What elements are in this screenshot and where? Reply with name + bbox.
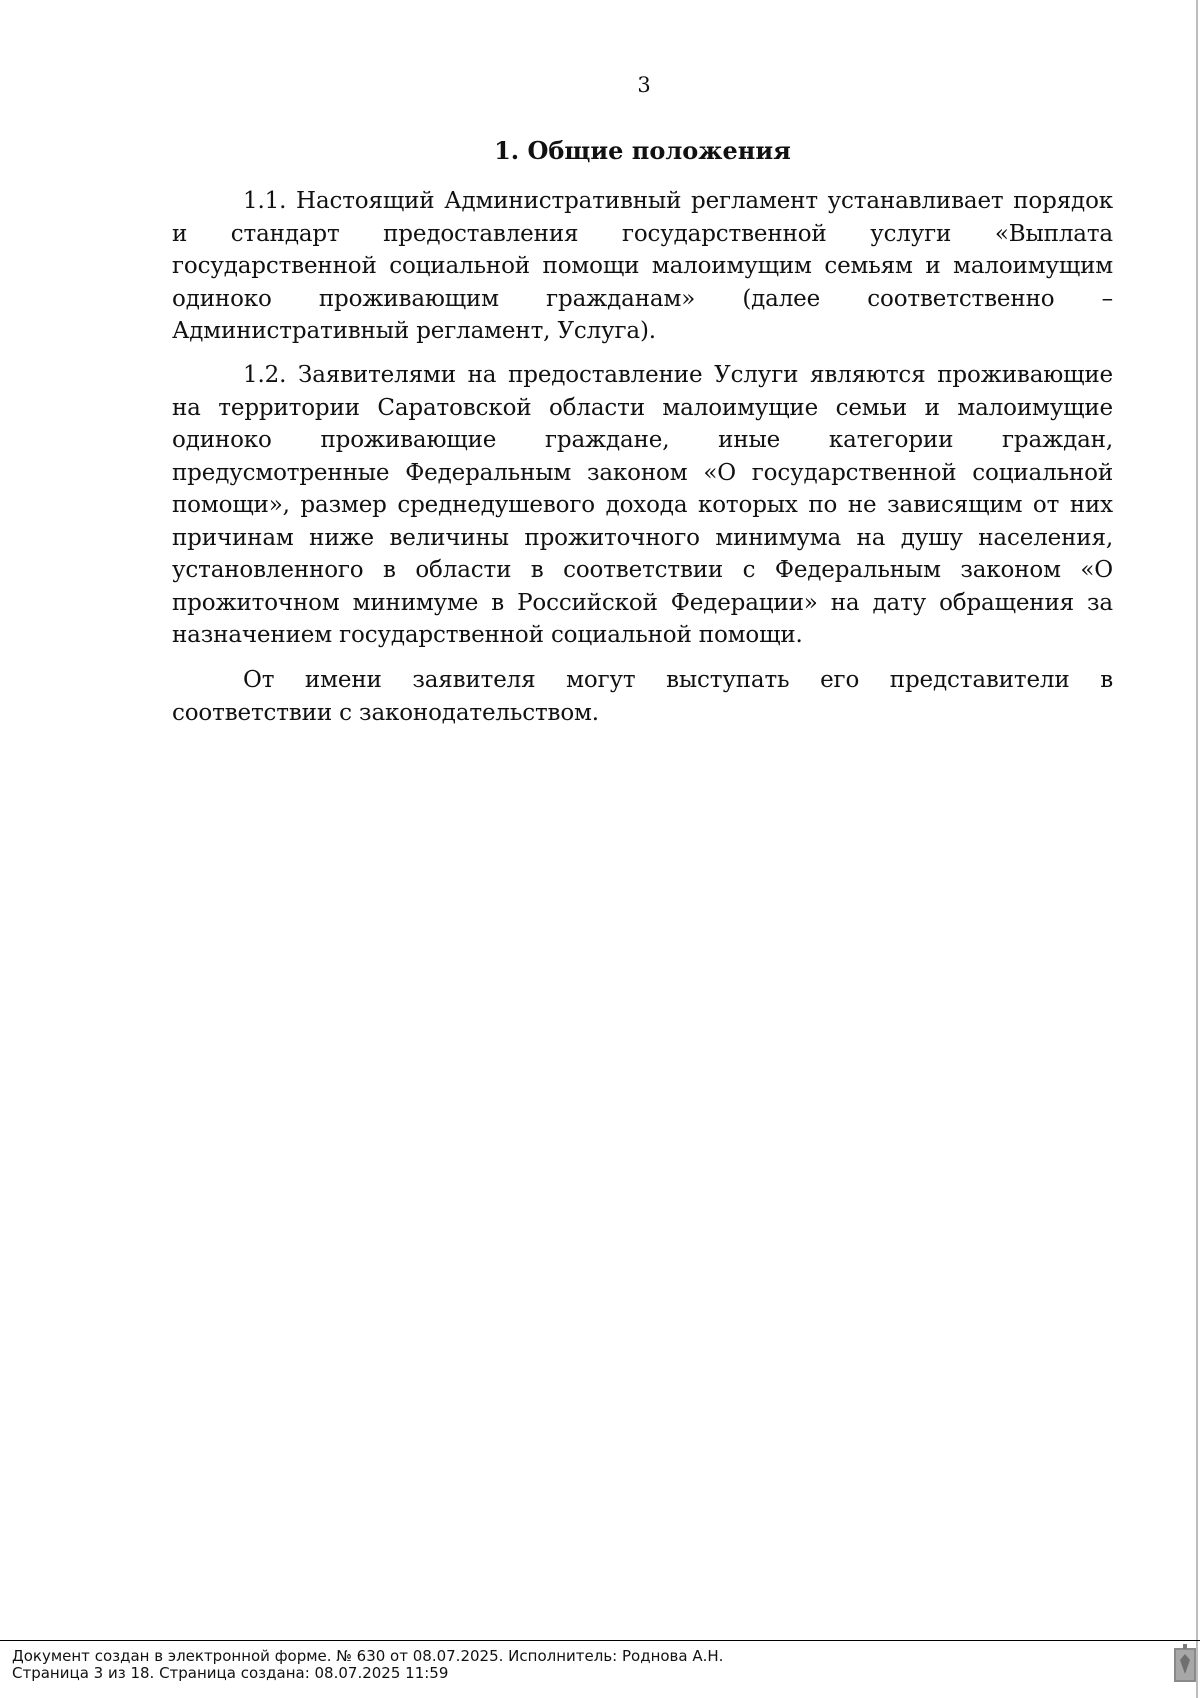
footer-divider (0, 1640, 1200, 1641)
footer-document-info: Документ создан в электронной форме. № 630 от 08.07.2025. Исполнитель: Роднова А.Н. (12, 1647, 724, 1665)
page-number: 3 (637, 73, 651, 97)
document-footer (12, 1648, 723, 1682)
footer-page-info: Страница 3 из 18. Страница создана: 08.07.2025 11:59 (12, 1664, 449, 1682)
section-title: 1. Общие положения (494, 136, 791, 165)
paragraph-1-1: 1.1. Настоящий Административный регламент устанавливает порядок и стандарт предоставления государственной услуги «Выплата государственной социальной помощи малоимущим семьям и малоимущим одиноко проживающим гражданам» (далее соответственно – Административный регламент, Услуга). (172, 188, 1113, 344)
page-edge-divider (1196, 0, 1198, 1698)
coat-of-arms-icon (1172, 1644, 1198, 1684)
paragraph-representatives: От имени заявителя могут выступать его представители в соответствии с законодательством. (172, 667, 1113, 726)
paragraph-1-2: 1.2. Заявителями на предоставление Услуги являются проживающие на территории Саратовской области малоимущие семьи и малоимущие одиноко проживающие граждане, иные категории граждан, предусмотренные Федеральным законом «О государственной социальной помощи», размер среднедушевого дохода которых по не зависящим от них причинам ниже величины прожиточного минимума на душу населения, установленного в области в соответствии с Федеральным законом «О прожиточном минимуме в Российской Федерации» на дату обращения за назначением государственной социальной помощи. (172, 362, 1113, 648)
